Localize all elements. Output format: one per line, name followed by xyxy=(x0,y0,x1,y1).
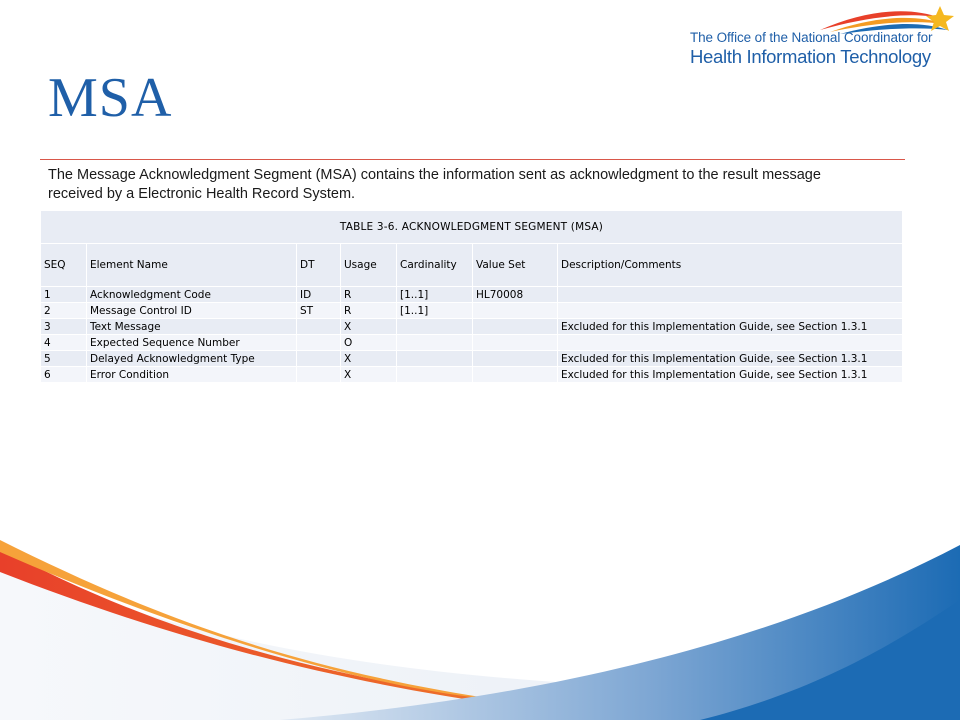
table-cell xyxy=(397,335,473,351)
table-cell: X xyxy=(341,351,397,367)
table-cell: O xyxy=(341,335,397,351)
table-cell xyxy=(473,303,558,319)
page-title: MSA xyxy=(48,67,173,129)
table-cell: 2 xyxy=(41,303,87,319)
column-header: Element Name xyxy=(87,244,297,287)
table-cell xyxy=(297,351,341,367)
intro-paragraph: The Message Acknowledgment Segment (MSA) contains the information sent as acknowledgment to the result message received by a Electronic Health Record System. xyxy=(48,167,821,202)
table-cell xyxy=(397,351,473,367)
table-cell: Acknowledgment Code xyxy=(87,287,297,303)
table-caption: TABLE 3-6. ACKNOWLEDGMENT SEGMENT (MSA) xyxy=(41,211,903,244)
table-cell: Delayed Acknowledgment Type xyxy=(87,351,297,367)
table-cell: HL70008 xyxy=(473,287,558,303)
table-cell xyxy=(473,351,558,367)
table-cell xyxy=(397,319,473,335)
table-cell: X xyxy=(341,319,397,335)
table-cell xyxy=(558,287,903,303)
onc-logo xyxy=(690,4,956,70)
table-row xyxy=(41,319,903,335)
table-cell: 4 xyxy=(41,335,87,351)
table-row xyxy=(41,367,903,383)
table-cell: Excluded for this Implementation Guide, see Section 1.3.1 xyxy=(558,319,903,335)
table-row xyxy=(41,351,903,367)
table-cell xyxy=(473,319,558,335)
column-header: Cardinality xyxy=(397,244,473,287)
table-row xyxy=(41,303,903,319)
table-cell xyxy=(297,335,341,351)
column-header: Value Set xyxy=(473,244,558,287)
column-header: Description/Comments xyxy=(558,244,903,287)
table-row xyxy=(41,287,903,303)
table-cell: 3 xyxy=(41,319,87,335)
table-cell: 6 xyxy=(41,367,87,383)
table-cell: Error Condition xyxy=(87,367,297,383)
table-cell: Excluded for this Implementation Guide, see Section 1.3.1 xyxy=(558,367,903,383)
table-cell: X xyxy=(341,367,397,383)
table-cell xyxy=(297,319,341,335)
table-cell xyxy=(397,367,473,383)
table-cell xyxy=(473,367,558,383)
table-cell: ID xyxy=(297,287,341,303)
table-cell: R xyxy=(341,287,397,303)
table-cell: Message Control ID xyxy=(87,303,297,319)
column-header: Usage xyxy=(341,244,397,287)
logo-line-1: The Office of the National Coordinator for xyxy=(690,30,933,45)
table-cell: 1 xyxy=(41,287,87,303)
logo-line-2: Health Information Technology xyxy=(690,46,931,67)
table-cell xyxy=(558,335,903,351)
column-header: SEQ xyxy=(41,244,87,287)
table-cell: Excluded for this Implementation Guide, see Section 1.3.1 xyxy=(558,351,903,367)
table-cell xyxy=(297,367,341,383)
table-cell: R xyxy=(341,303,397,319)
acknowledgment-segment-table xyxy=(40,210,903,383)
table-cell: ST xyxy=(297,303,341,319)
table-cell: [1..1] xyxy=(397,287,473,303)
table-row xyxy=(41,335,903,351)
table-cell: Expected Sequence Number xyxy=(87,335,297,351)
table-cell: 5 xyxy=(41,351,87,367)
table-cell: [1..1] xyxy=(397,303,473,319)
column-header: DT xyxy=(297,244,341,287)
table-cell xyxy=(558,303,903,319)
table-cell: Text Message xyxy=(87,319,297,335)
title-divider xyxy=(40,159,905,160)
table-cell xyxy=(473,335,558,351)
